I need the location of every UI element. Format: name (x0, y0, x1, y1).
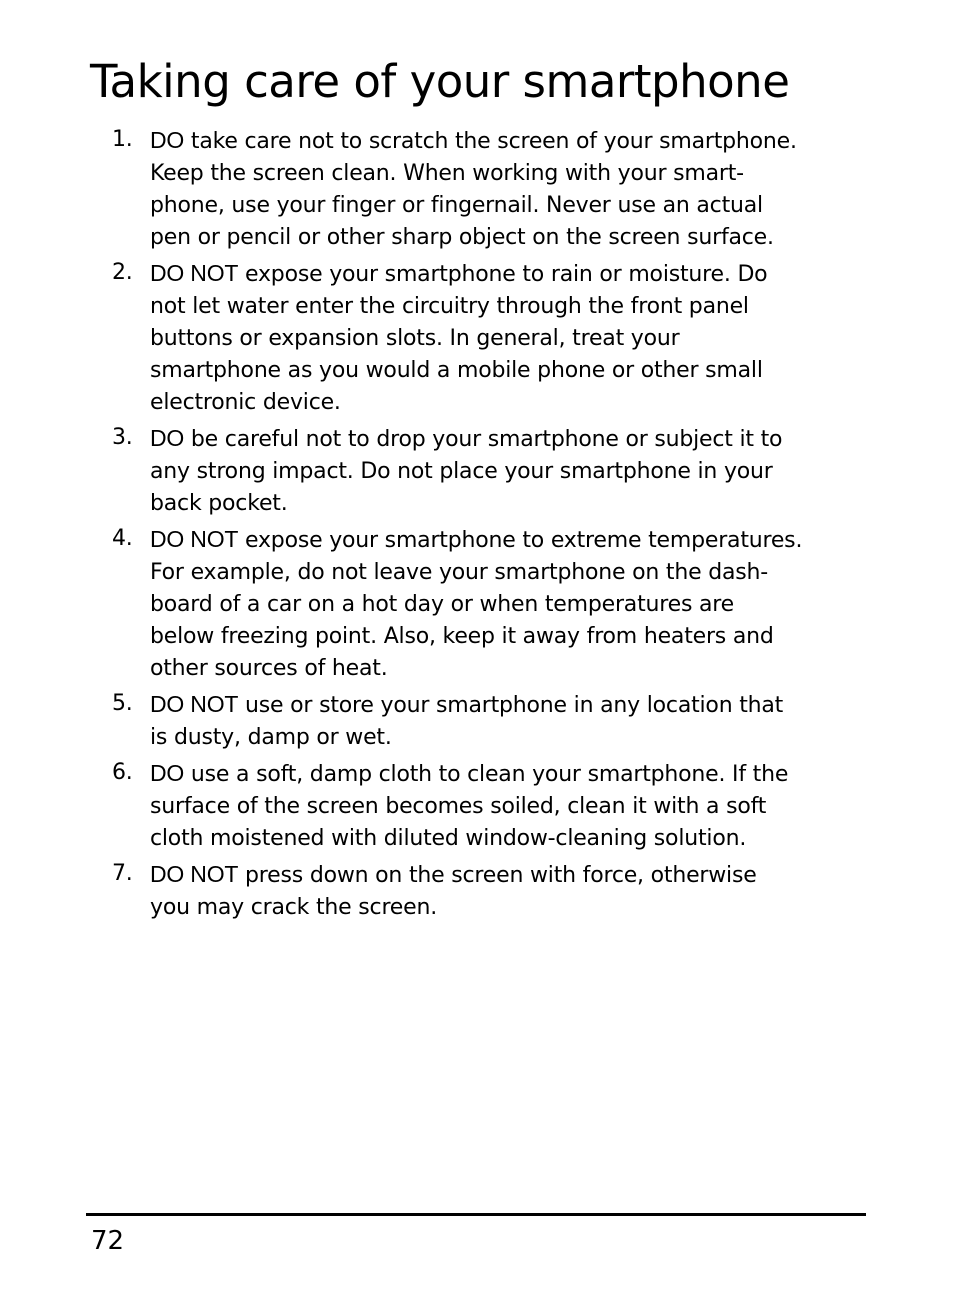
item-text-line: back pocket. (150, 491, 288, 516)
item-number: 1. (112, 127, 133, 152)
item-text-line (150, 858, 860, 892)
item-keyword: DO NOT (150, 691, 239, 717)
item-keyword: DO NOT (150, 526, 239, 552)
list-item (0, 858, 860, 924)
item-keyword: DO (150, 127, 185, 153)
item-text: press down on the screen with force, otherwise (238, 863, 757, 888)
item-text: expose your smartphone to extreme temperatures. (238, 528, 803, 553)
item-text-line: you may crack the screen. (150, 895, 438, 920)
item-text-line: phone, use your finger or fingernail. Never use an actual (150, 193, 763, 218)
item-text-line: For example, do not leave your smartphone on the dash- (150, 560, 768, 585)
page-title: Taking care of your smartphone (90, 55, 790, 108)
item-text-line: not let water enter the circuitry through the front panel (150, 294, 749, 319)
item-number: 5. (112, 691, 133, 716)
item-keyword: DO NOT (150, 260, 239, 286)
item-number: 6. (112, 760, 133, 785)
item-text-line (150, 757, 860, 791)
item-text-line: electronic device. (150, 390, 341, 415)
item-text-line: other sources of heat. (150, 656, 388, 681)
item-text-line (150, 688, 860, 722)
list-item (0, 688, 860, 754)
item-text-line: buttons or expansion slots. In general, treat your (150, 326, 680, 351)
item-text: expose your smartphone to rain or moisture. Do (238, 262, 768, 287)
item-keyword: DO NOT (150, 861, 239, 887)
care-instructions-list (0, 124, 954, 927)
item-text-line: cloth moistened with diluted window-cleaning solution. (150, 826, 747, 851)
item-text-line: surface of the screen becomes soiled, clean it with a soft (150, 794, 767, 819)
item-text-line: Keep the screen clean. When working with your smart- (150, 161, 744, 186)
item-text-line (150, 523, 860, 557)
list-item (0, 757, 860, 855)
item-text-line (150, 422, 860, 456)
item-text-line (150, 257, 860, 291)
footer-divider (86, 1213, 866, 1216)
list-item (0, 422, 860, 520)
item-number: 2. (112, 260, 133, 285)
item-keyword: DO (150, 425, 185, 451)
item-text-line (150, 124, 860, 158)
item-text-line: smartphone as you would a mobile phone or other small (150, 358, 763, 383)
item-text: take care not to scratch the screen of your smartphone. (184, 129, 797, 154)
item-text-line: is dusty, damp or wet. (150, 725, 392, 750)
list-item (0, 523, 860, 685)
list-item (0, 124, 860, 254)
page-number: 72 (91, 1226, 125, 1256)
item-text: use or store your smartphone in any location that (238, 693, 784, 718)
item-keyword: DO (150, 760, 185, 786)
item-text-line: board of a car on a hot day or when temperatures are (150, 592, 734, 617)
item-number: 7. (112, 861, 133, 886)
item-text-line: below freezing point. Also, keep it away from heaters and (150, 624, 774, 649)
item-number: 4. (112, 526, 133, 551)
item-text: use a soft, damp cloth to clean your smartphone. If the (184, 762, 789, 787)
list-item (0, 257, 860, 419)
item-text-line: pen or pencil or other sharp object on the screen surface. (150, 225, 774, 250)
item-number: 3. (112, 425, 133, 450)
item-text: be careful not to drop your smartphone or subject it to (184, 427, 783, 452)
item-text-line: any strong impact. Do not place your smartphone in your (150, 459, 773, 484)
